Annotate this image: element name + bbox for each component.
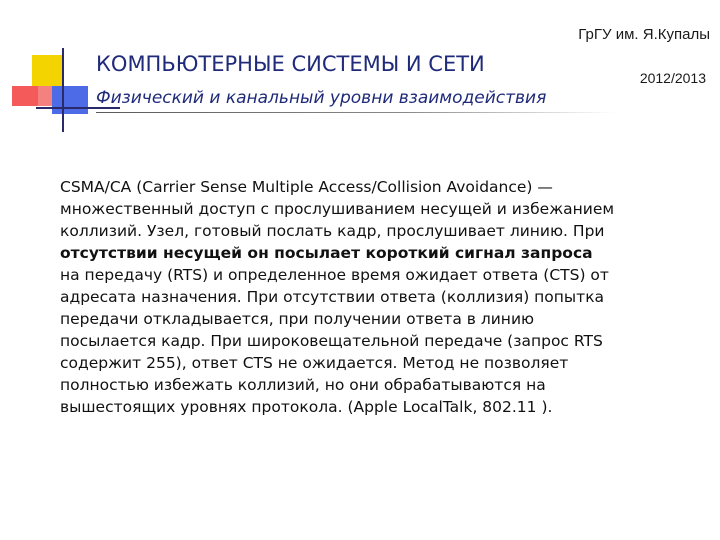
body-line: CSMA/CA (Carrier Sense Multiple Access/Collision Avoidance) — bbox=[60, 178, 553, 196]
body-line: адресата назначения. При отсутствии ответа (коллизия) попытка bbox=[60, 288, 605, 306]
body-line: коллизий. Узел, готовый послать кадр, прослушивает линию. При bbox=[60, 222, 605, 240]
logo-yellow-square bbox=[32, 55, 64, 87]
body-line-emphasis: отсутствии несущей он посылает короткий сигнал запроса bbox=[60, 244, 593, 262]
body-line: посылается кадр. При широковещательной передаче (запрос RTS bbox=[60, 332, 603, 350]
body-text bbox=[60, 176, 630, 418]
logo-vertical-line bbox=[62, 48, 64, 132]
header-divider bbox=[96, 112, 616, 113]
body-line: содержит 255), ответ CTS не ожидается. Метод не позволяет bbox=[60, 354, 569, 372]
body-line: вышестоящих уровнях протокола. (Apple LocalTalk, 802.11 ). bbox=[60, 398, 553, 416]
body-line: передачи откладывается, при получении ответа в линию bbox=[60, 310, 535, 328]
body-line: на передачу (RTS) и определенное время ожидает ответа (CTS) от bbox=[60, 266, 609, 284]
course-title: КОМПЬЮТЕРНЫЕ СИСТЕМЫ И СЕТИ bbox=[96, 52, 485, 76]
body-line bbox=[60, 242, 630, 264]
slide-subtitle: Физический и канальный уровни взаимодействия bbox=[96, 88, 547, 108]
institution-label: ГрГУ им. Я.Купалы bbox=[578, 26, 710, 43]
body-line: множественный доступ с прослушиванием несущей и избежанием bbox=[60, 200, 615, 218]
academic-year: 2012/2013 bbox=[639, 70, 706, 86]
logo-blue-square bbox=[52, 86, 88, 114]
body-line: полностью избежать коллизий, но они обрабатываются на bbox=[60, 376, 546, 394]
